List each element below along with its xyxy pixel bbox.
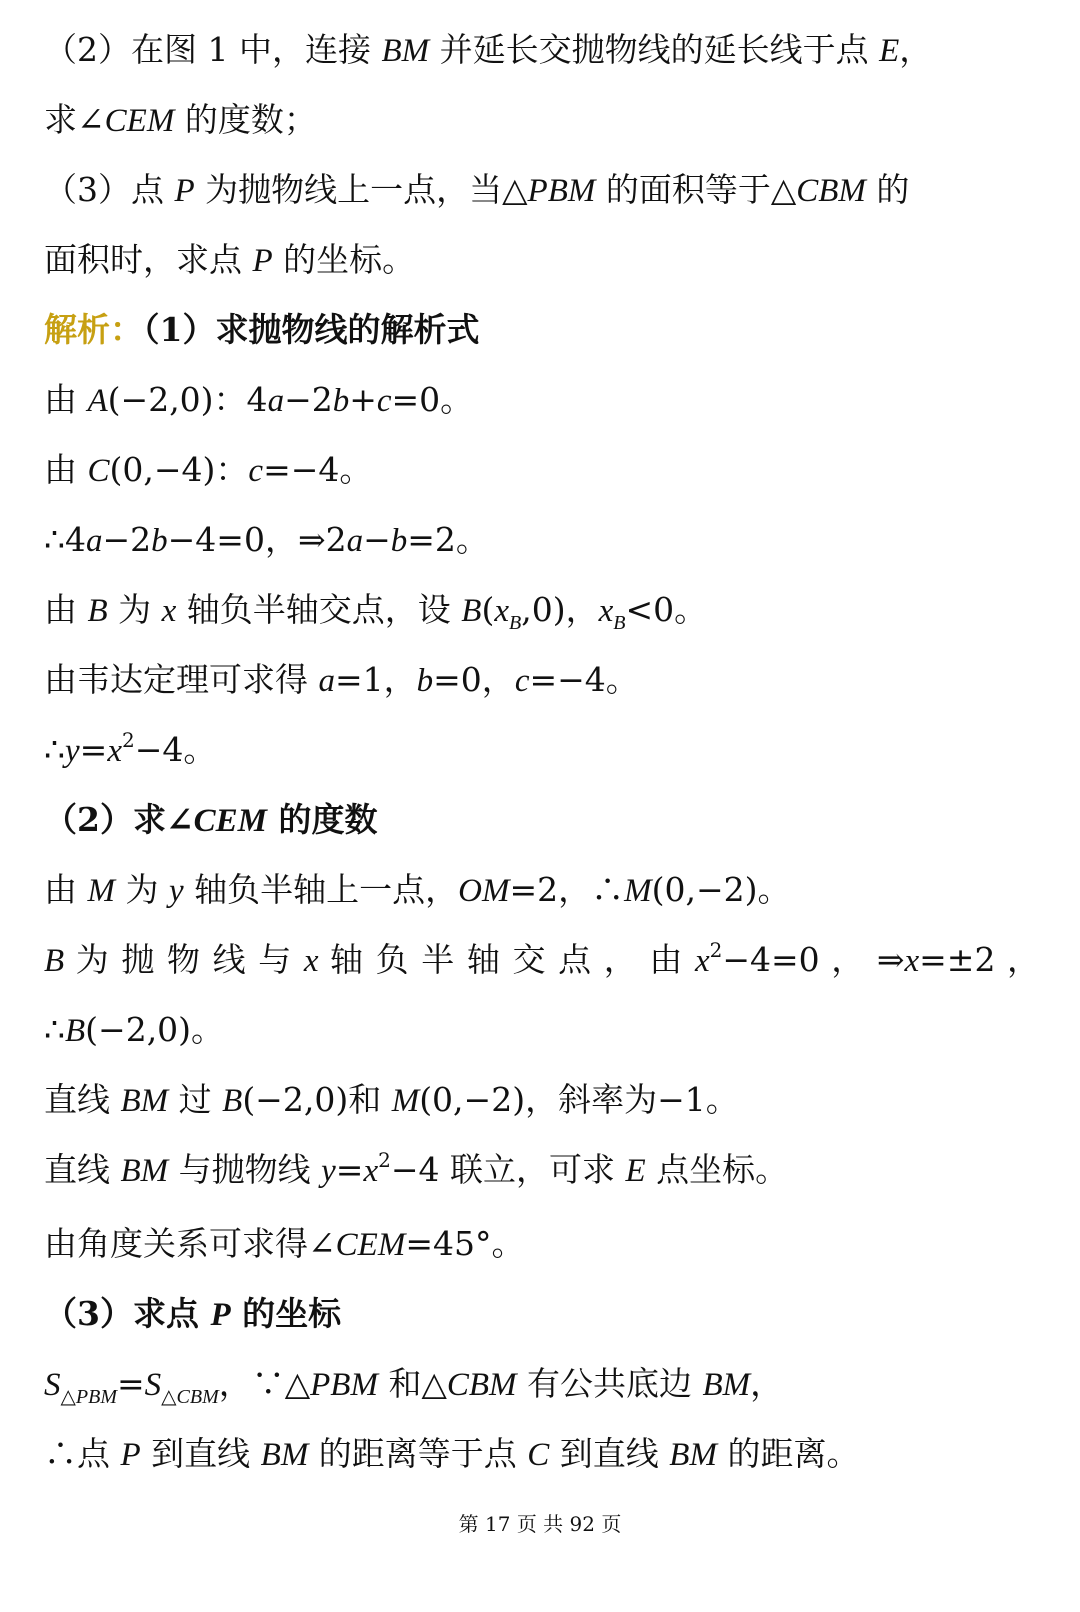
solution-part3-heading: （3）求点 P 的坐标 bbox=[44, 1294, 342, 1333]
page-footer: 第 17 页 共 92 页 bbox=[458, 1512, 622, 1536]
step-a1: 由 A(−2,0)：4a−2b+c=0。 bbox=[44, 380, 474, 419]
step-b5: 直线 BM 与抛物线 $y=x^2-4$ 联立，可求 E 点坐标。 bbox=[44, 1148, 789, 1189]
step-a2: 由 C(0,−4)：c=−4。 bbox=[44, 450, 373, 489]
step-a5: 由韦达定理可求得 a=1，b=0，c=−4。 bbox=[44, 660, 639, 699]
step-a6: $\therefore y=x^2-4$。 bbox=[44, 728, 217, 769]
question-2-line1: （2）在图 1 中，连接 BM 并延长交抛物线的延长线于点 E， bbox=[44, 30, 933, 69]
step-b3: ∴B(−2,0)。 bbox=[44, 1010, 225, 1049]
solution-part2-heading: （2）求∠CEM 的度数 bbox=[44, 800, 378, 839]
step-b4: 直线 BM 过 B(−2,0)和 M(0,−2)，斜率为−1。 bbox=[44, 1080, 739, 1119]
question-2-line2: 求∠CEM 的度数； bbox=[44, 100, 317, 139]
solution-label: 解析： bbox=[44, 310, 143, 349]
step-a3: ∴4a−2b−4=0，⇒2a−b=2。 bbox=[44, 520, 489, 559]
part1-title: （1）求抛物线的解析式 bbox=[143, 310, 480, 349]
step-c2: ∴点 P 到直线 BM 的距离等于点 C 到直线 BM 的距离。 bbox=[44, 1434, 860, 1473]
question-3-line2: 面积时，求点 P 的坐标。 bbox=[44, 240, 416, 279]
step-b6: 由角度关系可求得∠CEM=45°。 bbox=[44, 1224, 525, 1263]
step-a4: 由 B 为 x 轴负半轴交点，设 $B(x_B,0)$，$x_B<0$。 bbox=[44, 590, 708, 634]
step-b1: 由 M 为 y 轴负半轴上一点，OM=2，∴M(0,−2)。 bbox=[44, 870, 791, 909]
solution-part1-heading bbox=[44, 308, 1040, 352]
question-3-line1: （3）点 P 为抛物线上一点，当△PBM 的面积等于△CBM 的 bbox=[44, 170, 910, 209]
step-c1: $S_{\triangle PBM}=S_{\triangle CBM}$，∵△PBM 和△CBM 有公共底边 BM， bbox=[44, 1364, 784, 1408]
step-b2: B 为 抛 物 线 与 x 轴 负 半 轴 交 点 ， 由 $x^2-4=0$ ， ⇒x=±2 ， bbox=[44, 938, 1040, 979]
